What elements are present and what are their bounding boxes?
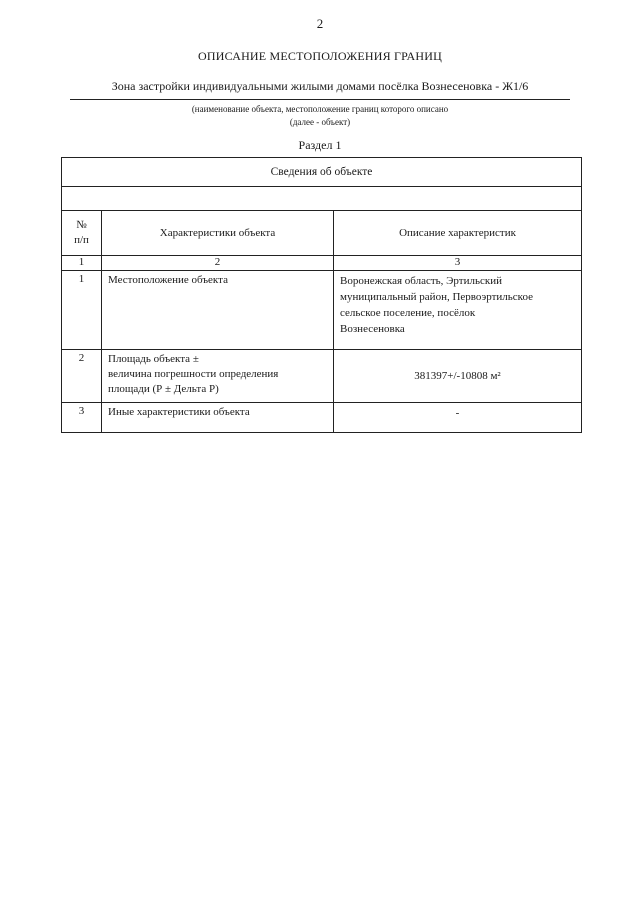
document-title: ОПИСАНИЕ МЕСТОПОЛОЖЕНИЯ ГРАНИЦ (198, 49, 442, 63)
column-header-number-abbr: п/п (74, 234, 89, 246)
row-characteristic: Местоположение объекта (102, 271, 334, 350)
table-title: Сведения об объекте (62, 158, 582, 187)
row-characteristic: Иные характеристики объекта (102, 403, 334, 433)
column-header-number (62, 211, 102, 256)
table-row (62, 403, 582, 433)
object-name-caption-line1: (наименование объекта, местоположение границ которого описано (191, 104, 449, 114)
section-title: Раздел 1 (298, 138, 342, 152)
object-name-caption-line2: (далее - объект) (289, 117, 351, 127)
row-characteristic-line: Площадь объекта ± (108, 353, 199, 365)
row-number: 3 (62, 403, 102, 433)
table-empty-row (62, 187, 582, 211)
row-characteristic (102, 350, 334, 403)
page-number: 2 (316, 16, 324, 31)
table-row (62, 271, 582, 350)
column-index-cell: 3 (334, 256, 582, 271)
column-header-characteristics: Характеристики объекта (102, 211, 334, 256)
column-header-number-symbol: № (76, 219, 87, 231)
row-number: 2 (62, 350, 102, 403)
row-description-line: сельское поселение, посёлок (340, 307, 476, 319)
object-info-table (61, 157, 582, 433)
row-number: 1 (62, 271, 102, 350)
column-index-row (62, 256, 582, 271)
row-description-line: муниципальный район, Первоэртильское (340, 291, 533, 303)
row-characteristic-line: площади (Р ± Дельта Р) (108, 383, 219, 395)
row-description-line: Вознесеновка (340, 323, 405, 335)
row-description: 381397+/-10808 м² (334, 350, 582, 403)
column-index-cell: 2 (102, 256, 334, 271)
column-index-cell: 1 (62, 256, 102, 271)
row-description: - (334, 403, 582, 433)
row-characteristic-line: величина погрешности определения (108, 368, 279, 380)
row-description-line: Воронежская область, Эртильский (340, 275, 502, 287)
row-description (334, 271, 582, 350)
object-name-underline (70, 99, 570, 100)
column-header-description: Описание характеристик (334, 211, 582, 256)
table-row (62, 350, 582, 403)
object-name: Зона застройки индивидуальными жилыми домами посёлка Вознесеновка - Ж1/6 (111, 79, 529, 93)
